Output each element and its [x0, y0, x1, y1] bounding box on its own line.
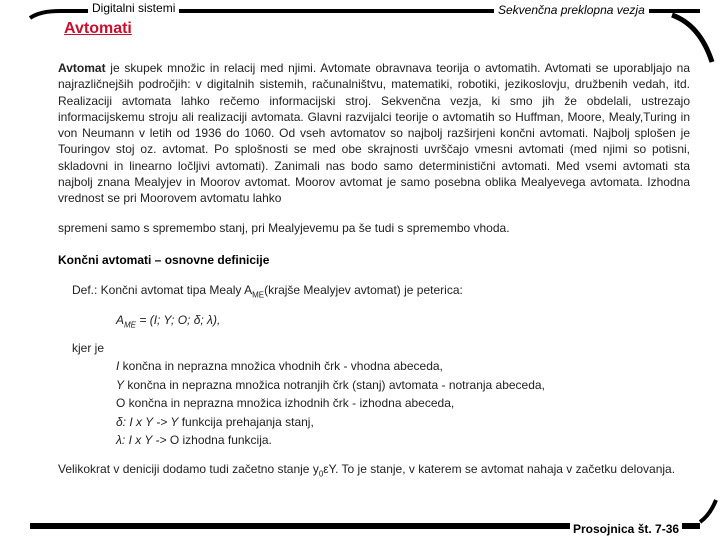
item-text: končna in neprazna množica notranjih črk (stanj) avtomata - notranja abeceda,	[124, 377, 545, 392]
item-text: končna in neprazna množica vhodnih črk - vhodna abeceda,	[119, 359, 443, 373]
formula-a: A	[116, 313, 125, 327]
list-item	[116, 394, 545, 413]
list-item	[116, 431, 545, 450]
def-text: Def.: Končni avtomat tipa Mealy A	[72, 283, 253, 297]
kjer-label: kjer je	[72, 341, 105, 355]
header-chapter: Sekvenčna preklopna vezja	[494, 3, 649, 17]
intro-text: je skupek množic in relacij med njimi. Avtomate obravnava teorija o avtomatih. Avtomati se uporabljajo na najrazličnejših področjih: v digitalnih sistemih, računalništvu, matematiki, robotiki, jezikoslovju, družbenih vedah, itd. Realizaciji avtomata lahko rečemo informacijski stroj. Sekvenčna vezja, ki smo jih že obdelali, ustrezajo informacijskemu stroju ali realizaciji avtomata. Glavni razvijalci teorije o avtomatih so Huffman, Moore, Mealy,Turing in von Neumann v letih od 1936 do 1060. Od vseh avtomatov so najbolj razširjeni končni avtomati. Najbolj splošen je Touringov stoj oz. avtomat. Po splošnosti se med obe skrajnosti uvrščajo vmesni avtomati (med njimi so potisni, skladovni in linearno ločljivi avtomati). Zanimali nas bodo samo deterministični avtomati. Med vsemi avtomati sta najbolj znana Mealyjev in Moorov avtomat. Moorov avtomat je samo posebna oblika Mealyevega avtomata. Izhodna vrednost se pri Moorovem avtomatu lahko	[58, 61, 690, 206]
definition-list	[116, 357, 545, 450]
item-symbol: I	[116, 359, 120, 373]
section-heading: Končni avtomati – osnovne definicije	[58, 253, 270, 267]
def-sub: ME	[252, 290, 265, 300]
formula-rest: = (I; Y; O; δ; λ),	[136, 313, 221, 327]
note-text: Velikokrat v deniciji dodamo tudi začetno stanje y	[58, 462, 319, 476]
item-symbol: Y	[116, 377, 125, 392]
slide-title: Avtomati	[64, 20, 132, 37]
item-symbol: λ: I x Y ->	[116, 433, 167, 447]
item-text: O končna in neprazna množica izhodnih črk - izhodna abeceda,	[116, 396, 455, 410]
list-item	[116, 413, 545, 432]
header-course: Digitalni sistemi	[88, 1, 179, 15]
formula-sub: ME	[124, 320, 137, 330]
item-text: O izhodna funkcija.	[166, 433, 272, 447]
item-text: funkcija prehajanja stanj,	[178, 414, 314, 429]
intro-last-line: spremeni samo s spremembo stanj, pri Mealyjevemu pa še tudi s spremembo vhoda.	[58, 221, 510, 235]
slide-number: Prosojnica št. 7-36	[570, 522, 682, 536]
intro-paragraph	[58, 60, 690, 207]
list-item	[116, 376, 545, 395]
note-sub: 0	[318, 469, 324, 479]
intro-term: Avtomat	[58, 61, 106, 75]
item-symbol: δ: I x Y -> Y	[116, 414, 179, 429]
initial-state-note	[58, 462, 678, 481]
list-item	[116, 357, 545, 376]
def-suffix: (krajše Mealyjev avtomat) je peterica:	[264, 283, 463, 297]
definition	[72, 283, 463, 299]
note-text-end: εY. To je stanje, v katerem se avtomat nahaja v začetku delovanja.	[323, 462, 676, 476]
formula	[116, 313, 220, 329]
